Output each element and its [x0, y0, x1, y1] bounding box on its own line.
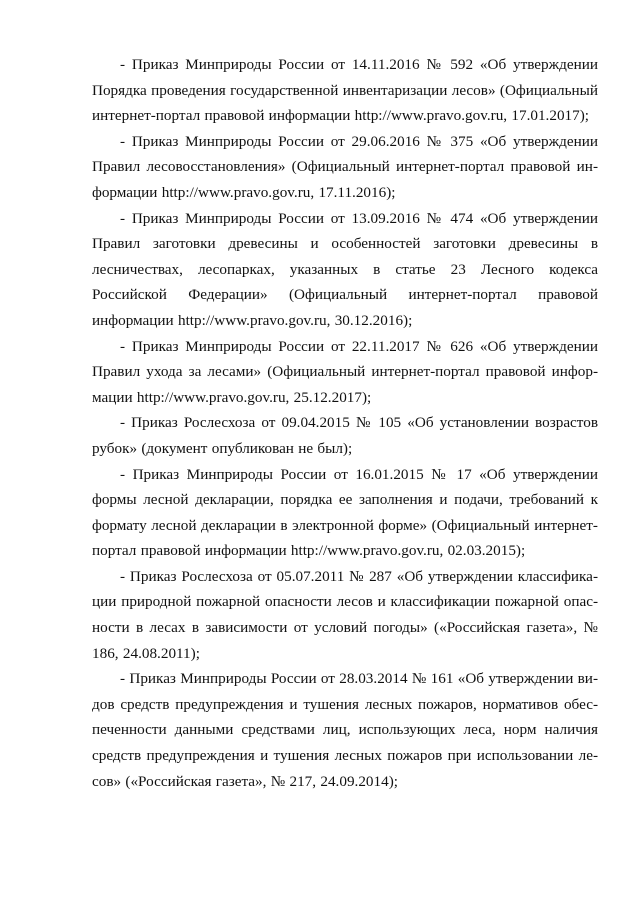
paragraph-order-626: - Приказ Минприроды России от 22.11.2017 № 626 «Об утверждении Правил ухода за лесами» (Официальный интернет-портал правовой информации http://www.pravo.gov.ru, 25.12.2017); — [92, 337, 598, 406]
paragraph-order-474: - Приказ Минприроды России от 13.09.2016 № 474 «Об утверждении Правил заготовки древесины и особенностей заготовки древесины в лесничествах, лесопарках, указанных в статье 23 Лесного кодекса Российской Федерации» (Официальный интернет-портал правовой информации http://www.pravo.gov.ru, 30.12.2016); — [92, 209, 598, 329]
paragraph-order-105: - Приказ Рослесхоза от 09.04.2015 № 105 «Об установлении возрастов рубок» (документ опубликован не был); — [92, 414, 598, 457]
paragraph-order-17: - Приказ Минприроды России от 16.01.2015 № 17 «Об утверждении формы лесной декларации, порядка ее заполнения и подачи, требований к формату лесной декларации в электронной форме» (Официальный интернет-портал правовой информации http://www.pravo.gov.ru, 02.03.2015); — [92, 465, 598, 560]
paragraph-order-375: - Приказ Минприроды России от 29.06.2016 № 375 «Об утверждении Правил лесовосстановления» (Официальный интернет-портал правовой информации http://www.pravo.gov.ru, 17.11.2016); — [92, 132, 598, 201]
paragraph-order-287: - Приказ Рослесхоза от 05.07.2011 № 287 «Об утверждении классификации природной пожарной опасности лесов и классификации пожарной опасности в лесах в зависимости от условий погоды» («Российская газета», № 186, 24.08.2011); — [92, 567, 598, 662]
paragraph-order-161: - Приказ Минприроды России от 28.03.2014 № 161 «Об утверждении видов средств предупреждения и тушения лесных пожаров, нормативов обеспеченности данными средствами лиц, использующих леса, норм наличия средств предупреждения и тушения лесных пожаров при использовании лесов» («Российская газета», № 217, 24.09.2014); — [92, 670, 598, 790]
document-page — [92, 52, 598, 794]
paragraph-order-592: - Приказ Минприроды России от 14.11.2016 № 592 «Об утверждении Порядка проведения государственной инвентаризации лесов» (Официальный интернет-портал правовой информации http://www.pravo.gov.ru, 17.01.2017); — [92, 56, 598, 125]
